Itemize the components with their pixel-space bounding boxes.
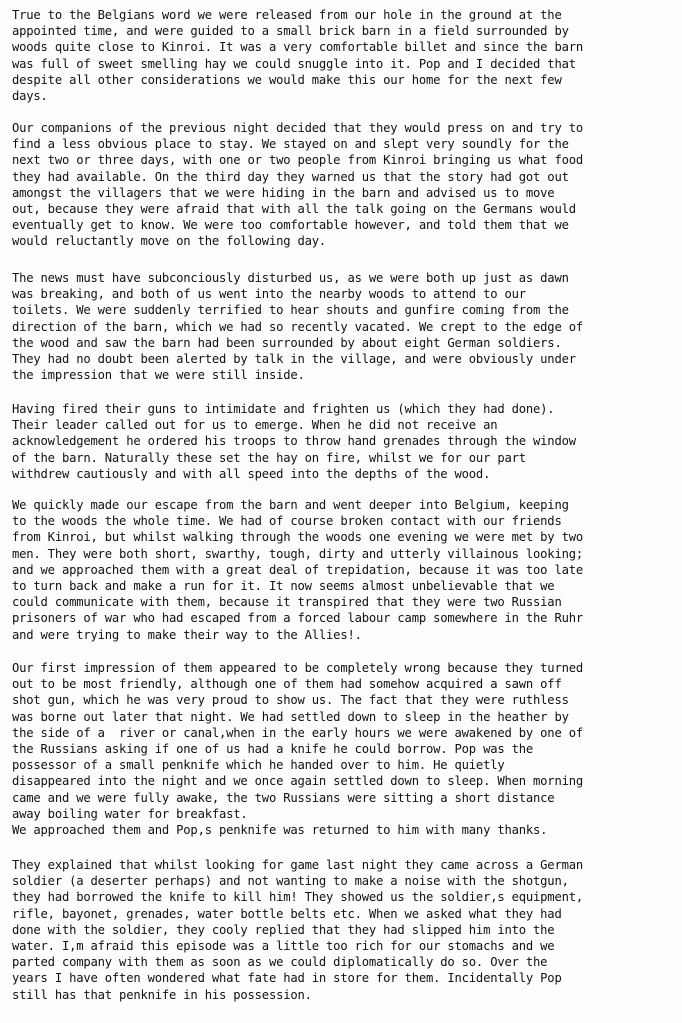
paragraph-germans-surround-barn: The news must have subconciously disturbed us, as we were both up just as dawn was breaking, and both of us went into the nearby woods to attend to our toilets. We were suddenly terrified to hear shouts and gunfire coming from the direction of the barn, which we had so recently vacated. We crept to the edge of the wood and saw the barn had been surrounded by about eight German soldiers. They had no doubt been alerted by talk in the village, and were obviously under the impression that we were still inside. [12, 271, 583, 383]
paragraph-german-soldier-killed: They explained that whilst looking for game last night they came across a German soldier (a deserter perhaps) and not wanting to make a noise with the shotgun, they had borrowed the knife to kill him! They showed us the soldier,s equipment, rifle, bayonet, grenades, water bottle belts etc. When we asked what they had done with the soldier, they cooly replied that they had slipped him into the water. I,m afraid this episode was a little too rich for our stomachs and we parted company with them as soon as we could diplomatically do so. Over the years I have often wondered what fate had in store for them. Incidentally Pop still has that penknife in his possession. [12, 858, 583, 1002]
paragraph-released-to-barn: True to the Belgians word we were released from our hole in the ground at the appointed time, and were guided to a small brick barn in a field surrounded by woods quite close to Kinroi. It was a very comfortable billet and since the barn was full of sweet smelling hay we could snuggle into it. Pop and I decided that despite all other considerations we would make this our home for the next few days. [12, 8, 583, 104]
paragraph-grenades-thrown: Having fired their guns to intimidate and frighten us (which they had done). Their leader called out for us to emerge. When he did not receive an acknowledgement he ordered his troops to throw hand grenades through the window of the barn. Naturally these set the hay on fire, whilst we for our part withdrew cautiously and with all speed into the depths of the wood. [12, 402, 576, 481]
paragraph-penknife-borrowed: Our first impression of them appeared to be completely wrong because they turned out to be most friendly, although one of them had somehow acquired a sawn off shot gun, which he was very proud to show us. The fact that they were ruthless was borne out later that night. We had settled down to sleep in the heather by the side of a river or canal,when in the early hours we were awakened by one of the Russians asking if one of us had a knife he could borrow. Pop was the possessor of a small penknife which he handed over to him. He quietly disappeared into the night and we once again settled down to sleep. When morning came and we were fully awake, the two Russians were sitting a short distance away boiling water for breakfast. We approached them and Pop,s penknife was returned to him with many thanks. [12, 661, 583, 838]
paragraph-meet-russians: We quickly made our escape from the barn and went deeper into Belgium, keeping to the woods the whole time. We had of course broken contact with our friends from Kinroi, but whilst walking through the woods one evening we were met by two men. They were both short, swarthy, tough, dirty and utterly villainous looking; and we approached them with a great deal of trepidation, because it was too late to turn back and make a run for it. It now seems almost unbelievable that we could communicate with them, because it transpired that they were two Russian prisoners of war who had escaped from a forced labour camp somewhere in the Ruhr and were trying to make their way to the Allies!. [12, 498, 583, 642]
paragraph-companions-leave: Our companions of the previous night decided that they would press on and try to find a less obvious place to stay. We stayed on and slept very soundly for the next two or three days, with one or two people from Kinroi bringing us what food they had available. On the third day they warned us that the story had got out amongst the villagers that we were hiding in the barn and advised us to move out, because they were afraid that with all the talk going on the Germans would eventually get to know. We were too comfortable however, and told them that we would reluctantly move on the following day. [12, 121, 583, 249]
